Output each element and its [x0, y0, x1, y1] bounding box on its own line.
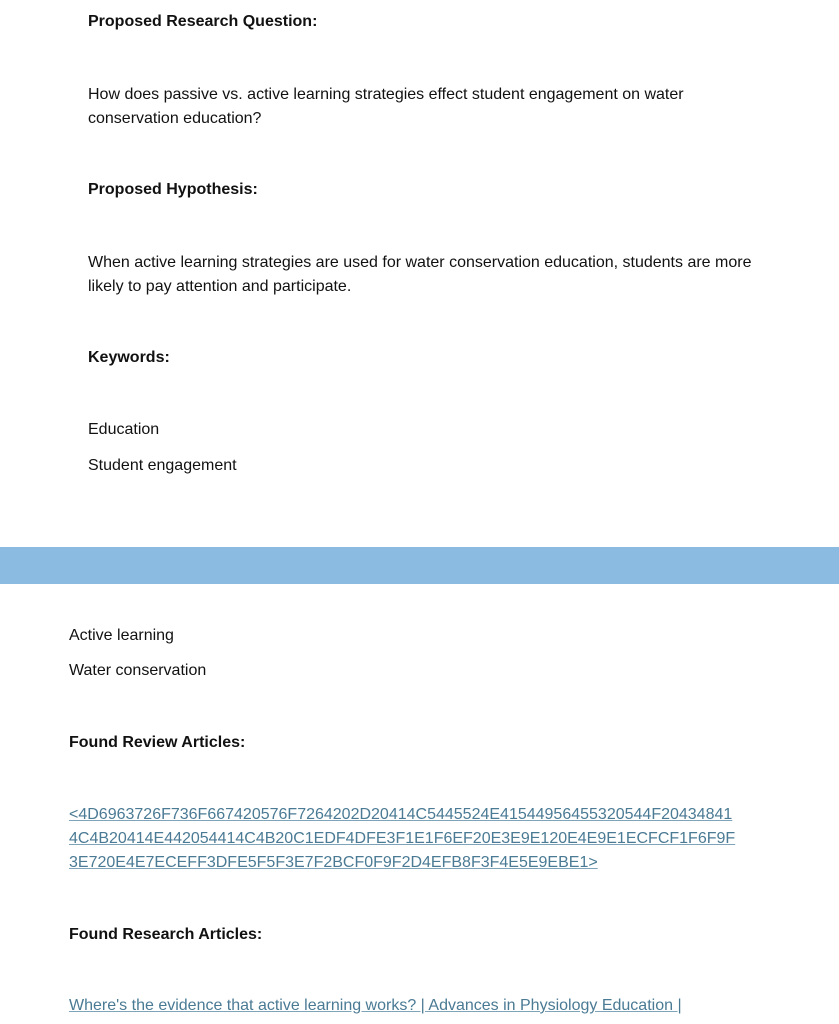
review-article-link[interactable]: <4D6963726F736F667420576F7264202D20414C5445524E41544956455320544F204348414C4B20414E442054414C4B20C1EDF4DFE3F1E1F6EF20E3E9E120E4E9E1ECFCF1F6F9F3E720E4E7ECEFF3DFE5F5F3E7F2BCF0F9F2D4EFB8F3F4E5E9EBE1> — [69, 806, 736, 871]
research-article-link[interactable]: Where's the evidence that active learning works? | Advances in Physiology Education | — [69, 997, 682, 1014]
keyword-item: Student engagement — [88, 457, 237, 474]
keyword-item: Education — [88, 421, 160, 438]
page-break-divider — [0, 547, 839, 584]
hypothesis-heading: Proposed Hypothesis: — [88, 181, 258, 198]
keyword-item: Water conservation — [69, 662, 207, 679]
keyword-item: Active learning — [69, 627, 174, 644]
research-question-text: How does passive vs. active learning strategies effect student engagement on water conservation education? — [88, 86, 684, 127]
review-articles-heading: Found Review Articles: — [69, 734, 246, 751]
hypothesis-text: When active learning strategies are used for water conservation education, students are more likely to pay attention and participate. — [88, 254, 752, 295]
research-articles-heading: Found Research Articles: — [69, 926, 263, 943]
keywords-heading: Keywords: — [88, 349, 170, 366]
research-question-heading: Proposed Research Question: — [88, 13, 318, 30]
